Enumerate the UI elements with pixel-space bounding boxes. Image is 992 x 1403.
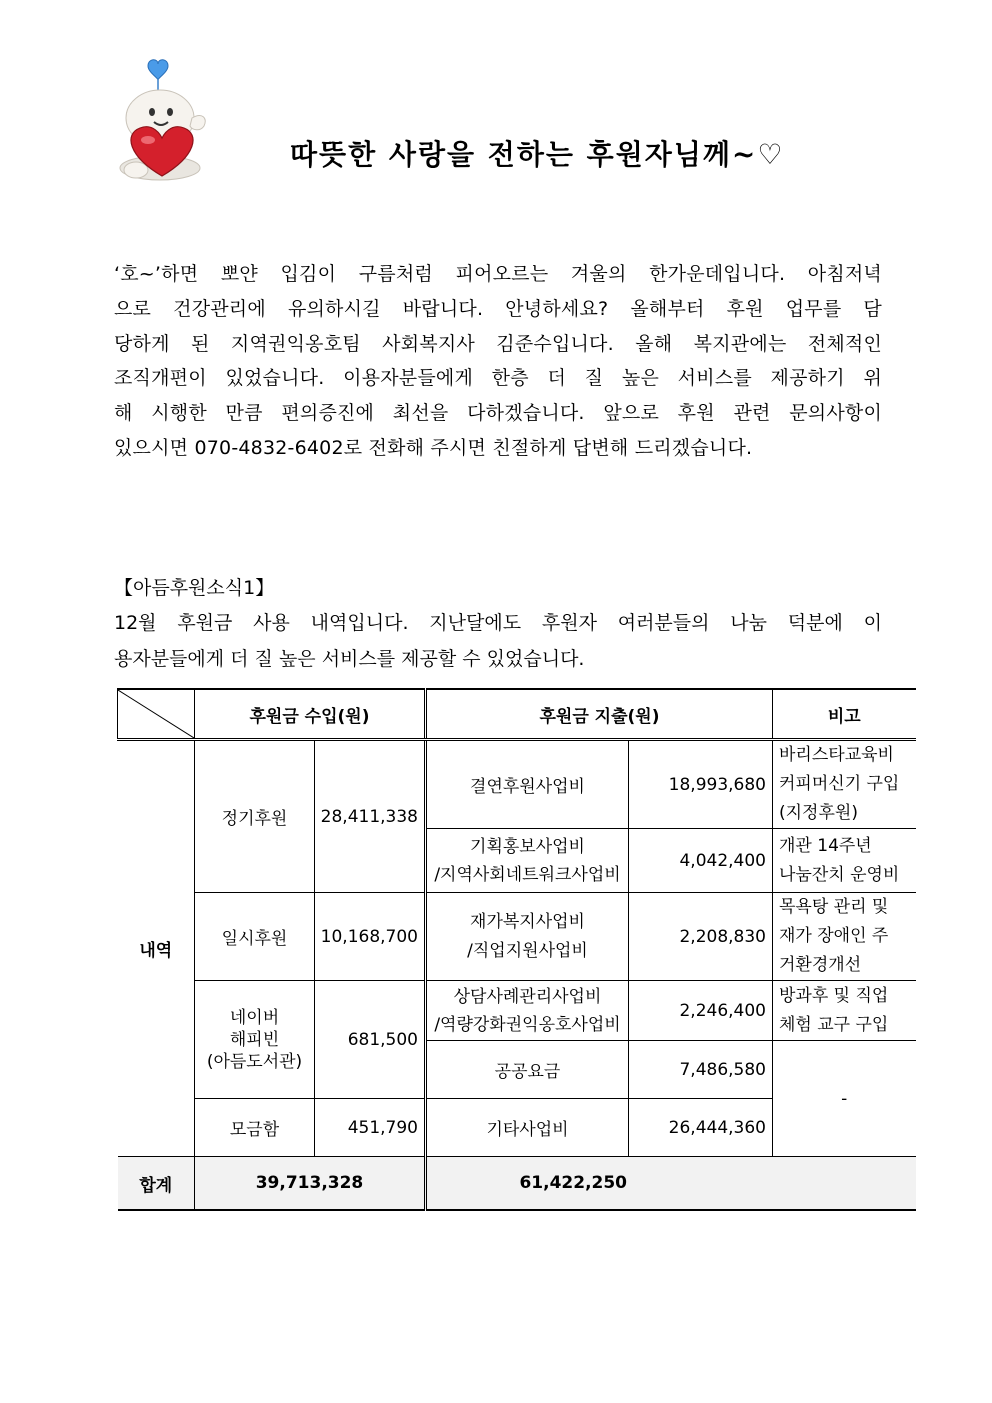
expense-name: 공공요금 — [426, 1041, 629, 1099]
letter-line: 조직개편이 있었습니다. 이용자분들에게 한층 더 질 높은 서비스를 제공하기 위 — [114, 367, 882, 390]
news-line: 용자분들에게 더 질 높은 서비스를 제공할 수 있었습니다. — [114, 648, 585, 670]
letter-line: 있으시면 070-4832-6402로 전화해 주시면 친절하게 답변해 드리겠습니다. — [114, 436, 753, 459]
letter-line: ‘호~’하면 뽀얀 입김이 구름처럼 피어오르는 겨울의 한가운데입니다. 아침저녁 — [114, 263, 882, 285]
total-expense: 61,422,250 — [426, 1157, 916, 1211]
total-row — [118, 1157, 916, 1211]
table-row — [118, 893, 916, 981]
expense-name: 재가복지사업비 /직업지원사업비 — [426, 893, 629, 981]
table-row — [118, 981, 916, 1041]
expense-note: 목욕탕 관리 및 재가 장애인 주 거환경개선 — [773, 893, 916, 981]
income-name: 정기후원 — [195, 740, 315, 893]
table-header-row — [118, 689, 916, 740]
row-label-details: 내역 — [118, 740, 195, 1157]
expense-amount: 26,444,360 — [629, 1099, 773, 1157]
news-line: 12월 후원금 사용 내역입니다. 지난달에도 후원자 여러분들의 나눔 덕분에 이 — [114, 612, 882, 634]
expense-name: 기획홍보사업비 /지역사회네트워크사업비 — [426, 829, 629, 893]
expense-name: 기타사업비 — [426, 1099, 629, 1157]
diagonal-corner-cell — [118, 689, 195, 740]
letter-line: 으로 건강관리에 유의하시길 바랍니다. 안녕하세요? 올해부터 후원 업무를 담 — [114, 297, 882, 320]
letter-line: 당하게 된 지역권익옹호팀 사회복지사 김준수입니다. 올해 복지관에는 전체적인 — [114, 332, 882, 355]
total-label: 합계 — [118, 1157, 195, 1211]
expense-amount: 4,042,400 — [629, 829, 773, 893]
income-amount: 451,790 — [315, 1099, 426, 1157]
expense-amount: 2,208,830 — [629, 893, 773, 981]
note-header: 비고 — [773, 689, 916, 740]
income-amount: 10,168,700 — [315, 893, 426, 981]
income-header: 후원금 수입(원) — [195, 689, 426, 740]
letter-line: 해 시행한 만큼 편의증진에 최선을 다하겠습니다. 앞으로 후원 관련 문의사항이 — [114, 402, 882, 425]
expense-name: 결연후원사업비 — [426, 740, 629, 829]
income-amount: 681,500 — [315, 981, 426, 1099]
expense-amount: 18,993,680 — [629, 740, 773, 829]
expense-header: 후원금 지출(원) — [426, 689, 773, 740]
expense-amount: 7,486,580 — [629, 1041, 773, 1099]
expense-note-dash: - — [773, 1041, 916, 1157]
income-name: 모금함 — [195, 1099, 315, 1157]
income-name: 일시후원 — [195, 893, 315, 981]
income-amount: 28,411,338 — [315, 740, 426, 893]
expense-amount: 2,246,400 — [629, 981, 773, 1041]
table-row — [118, 740, 916, 829]
news-intro — [114, 605, 882, 677]
expense-note: 개관 14주년 나눔잔치 운영비 — [773, 829, 916, 893]
expense-note: 바리스타교육비 커피머신기 구입 (지정후원) — [773, 740, 916, 829]
total-income: 39,713,328 — [195, 1157, 426, 1211]
donation-ledger-table — [117, 688, 916, 1211]
expense-name: 상담사례관리사업비 /역량강화권익옹호사업비 — [426, 981, 629, 1041]
news-heading: 【아듬후원소식1】 — [114, 577, 275, 599]
mascot-holding-heart-icon — [108, 56, 220, 184]
page-title: 따뜻한 사랑을 전하는 후원자님께~♡ — [290, 138, 785, 171]
greeting-letter — [114, 257, 882, 466]
expense-note: 방과후 및 직업 체험 교구 구입 — [773, 981, 916, 1041]
income-name: 네이버 해피빈 (아듬도서관) — [195, 981, 315, 1099]
